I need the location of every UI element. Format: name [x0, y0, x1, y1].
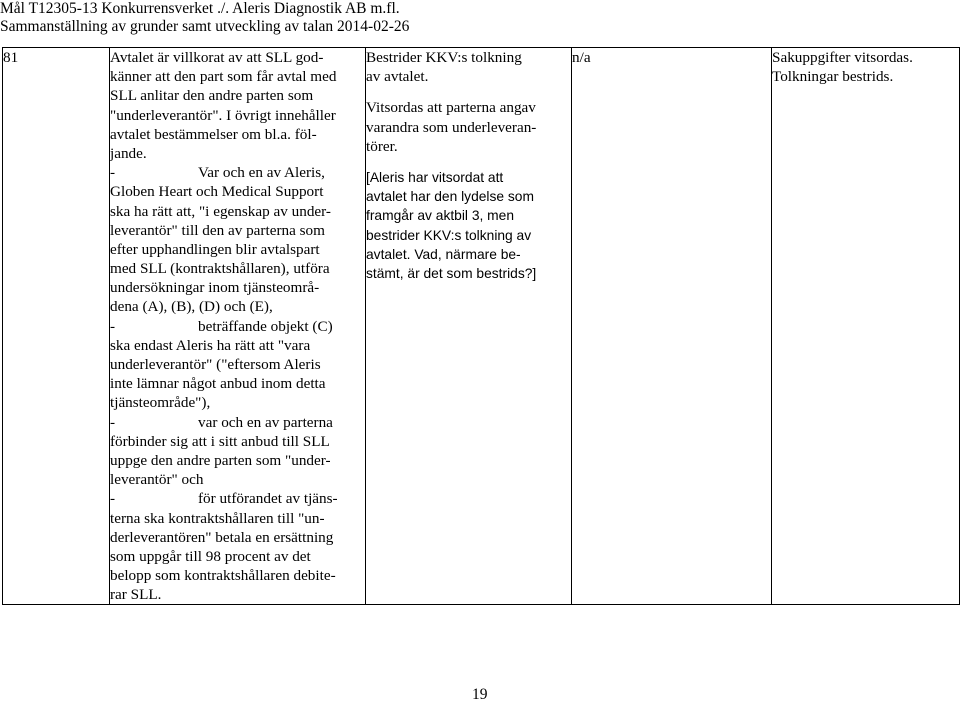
bullet-line: som uppgår till 98 procent av det	[110, 547, 311, 565]
bullet-line: undersökningar inom tjänsteområ-	[110, 279, 320, 297]
claim-line: jande.	[110, 144, 147, 162]
claim-cell	[110, 48, 366, 605]
bullet-first-line: - var och en av parterna	[110, 413, 333, 431]
comment-line: avtalet. Vad, närmare be-	[366, 246, 521, 262]
bullet-line: med SLL (kontraktshållaren), utföra	[110, 260, 330, 278]
response-line: Vitsordas att parterna angav	[366, 99, 536, 117]
response-line: varandra som underleveran-	[366, 118, 537, 136]
comment-line: bestrider KKV:s tolkning av	[366, 227, 532, 243]
column-4-cell	[572, 48, 772, 605]
bullet-line: inte lämnar något anbud inom detta	[110, 375, 326, 393]
claim-line: SLL anlitar den andre parten som	[110, 87, 314, 105]
response-line: av avtalet.	[366, 68, 429, 86]
bullet-line: ska endast Aleris ha rätt att "vara	[110, 336, 311, 354]
document-subtitle: Sammanställning av grunder samt utveckling av talan 2014-02-26	[0, 18, 410, 35]
bullet-line: Globen Heart och Medical Support	[110, 183, 324, 201]
case-title: Mål T12305-13 Konkurrensverket ./. Aleris Diagnostik AB m.fl.	[0, 0, 400, 17]
column-5-cell	[772, 48, 960, 605]
response-line: Bestrider KKV:s tolkning	[366, 49, 522, 66]
bullet-first-line: - för utförandet av tjäns-	[110, 490, 338, 508]
bullet-line: uppge den andre parten som "under-	[110, 451, 331, 469]
bullet-line: derleverantören" betala en ersättning	[110, 528, 334, 546]
comment-line: stämt, är det som bestrids?]	[366, 265, 537, 281]
bullet-line: ska ha rätt att, "i egenskap av under-	[110, 202, 331, 220]
bullet-line: efter upphandlingen blir avtalspart	[110, 240, 320, 258]
document-header	[0, 0, 409, 36]
statement-table	[2, 47, 960, 605]
bullet-line: belopp som kontraktshållaren debite-	[110, 567, 336, 585]
claim-line: "underleverantör". I övrigt innehåller	[110, 106, 336, 124]
col5-line: Sakuppgifter vitsordas.	[772, 49, 913, 66]
col5-line: Tolkningar bestrids.	[772, 68, 894, 86]
table-row	[3, 48, 960, 605]
bullet-line: terna ska kontraktshållaren till "un-	[110, 509, 325, 527]
bullet-first-line: - Var och en av Aleris,	[110, 164, 325, 182]
row-number: 81	[3, 48, 110, 605]
response-line: törer.	[366, 137, 398, 155]
bullet-line: tjänsteområde"),	[110, 394, 211, 412]
claim-line: känner att den part som får avtal med	[110, 68, 337, 86]
claim-line: avtalet bestämmelser om bl.a. föl-	[110, 125, 317, 143]
comment-line: framgår av aktbil 3, men	[366, 208, 514, 224]
claim-line: Avtalet är villkorat av att SLL god-	[110, 49, 324, 66]
bullet-line: underleverantör" ("eftersom Aleris	[110, 356, 321, 373]
bullet-line: leverantör" till den av parterna som	[110, 221, 325, 239]
bullet-first-line: - beträffande objekt (C)	[110, 317, 333, 335]
bullet-line: förbinder sig att i sitt anbud till SLL	[110, 432, 330, 450]
bullet-line: rar SLL.	[110, 586, 162, 604]
comment-line: [Aleris har vitsordat att	[366, 169, 504, 185]
bullet-line: leverantör" och	[110, 471, 204, 489]
na-value: n/a	[572, 49, 591, 66]
bracketed-comment	[366, 168, 571, 283]
page-number: 19	[472, 686, 488, 703]
bullet-line: dena (A), (B), (D) och (E),	[110, 298, 273, 316]
response-cell	[366, 48, 572, 605]
comment-line: avtalet har den lydelse som	[366, 189, 534, 205]
